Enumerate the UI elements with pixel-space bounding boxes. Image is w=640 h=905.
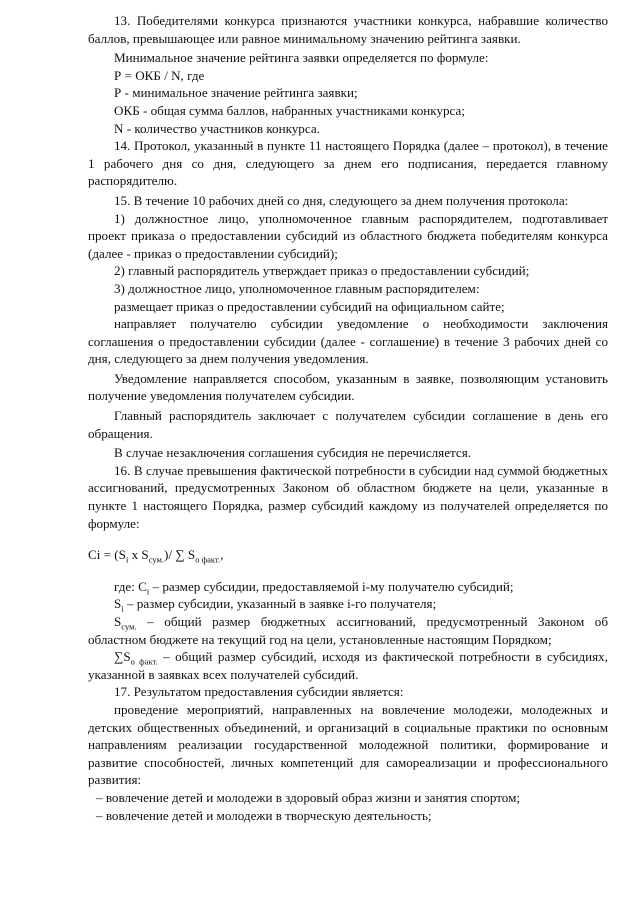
- paragraph-15-notify: направляет получателю субсидии уведомление о необходимости заключения соглашения о предоставлении субсидии (далее - соглашение) в течение 3 рабочих дней со дня, следующего за днем получения уведомления.: [88, 316, 608, 367]
- paragraph-14: 14. Протокол, указанный в пункте 11 настоящего Порядка (далее – протокол), в течение 1 рабочего дня со дня, следующего за днем его подписания, передается главному распорядителю.: [88, 138, 608, 189]
- subsidy-formula: $Ci = (S_i$ x $S_{сум.})/$ ∑ $S_{о факт.}$,: [88, 547, 224, 565]
- paragraph-15-no-agreement: В случае незаключения соглашения субсидия не перечисляется.: [114, 445, 472, 461]
- paragraph-16: 16. В случае превышения фактической потребности в субсидии над суммой бюджетных ассигнований, предусмотренных Законом об областном бюджете на цели, указанные в пункте 1 настоящего Порядка, размер субсидий каждому из получателей определяется по формуле:: [88, 462, 608, 531]
- paragraph-15-item-2: 2) главный распорядитель утверждает приказ о предоставлении субсидий;: [114, 263, 530, 279]
- paragraph-13-def-p: Р - минимальное значение рейтинга заявки;: [114, 85, 358, 101]
- paragraph-17-body: проведение мероприятий, направленных на вовлечение молодежи, молодежных и детских общественных объединений, и организаций в социальные практики по основным направлениям реализации государственной молодежной политики, формирование и развитие способностей, личных компетенций для самореализации и профессионального развития:: [88, 701, 608, 788]
- paragraph-15-item-1: 1) должностное лицо, уполномоченное главным распорядителем, подготавливает проект приказа о предоставлении субсидий из областного бюджета победителям конкурса (далее - приказ о предоставлении субсидий);: [88, 210, 608, 261]
- paragraph-15-item-3: 3) должностное лицо, уполномоченное главным распорядителем:: [114, 280, 480, 296]
- definition-si: $S_i$ – размер субсидии, указанный в заявке i-го получателя;: [114, 596, 437, 615]
- paragraph-15: 15. В течение 10 рабочих дней со дня, следующего за днем получения протокола:: [114, 192, 569, 208]
- paragraph-17-item-2: – вовлечение детей и молодежи в творческую деятельность;: [96, 807, 432, 823]
- paragraph-13: 13. Победителями конкурса признаются участники конкурса, набравшие количество баллов, превышающее или равное минимальному значению рейтинга заявки.: [88, 13, 608, 46]
- definition-ssum: $S_{сум.}$ – общий размер бюджетных ассигнований, предусмотренный Законом об областном бюджете на текущий год на цели, установленные настоящим Порядком;: [88, 614, 608, 647]
- definition-ci: где: $C_i$ – размер субсидии, предоставляемой i-му получателю субсидий;: [114, 578, 514, 597]
- paragraph-13-def-n: N - количество участников конкурса.: [114, 120, 320, 136]
- paragraph-17-item-1: – вовлечение детей и молодежи в здоровый образ жизни и занятия спортом;: [96, 789, 521, 805]
- paragraph-17: 17. Результатом предоставления субсидии является:: [114, 684, 404, 700]
- paragraph-13-def-okb: ОКБ - общая сумма баллов, набранных участниками конкурса;: [114, 102, 465, 118]
- paragraph-15-method: Уведомление направляется способом, указанным в заявке, позволяющим установить получение уведомления получателем субсидии.: [88, 370, 608, 404]
- paragraph-13-formula-intro: Минимальное значение рейтинга заявки определяется по формуле:: [114, 50, 489, 66]
- document-page: [88, 12, 608, 824]
- paragraph-15-publish: размещает приказ о предоставлении субсидий на официальном сайте;: [114, 298, 505, 314]
- definition-sum-so: $\sum S_{о факт.}$ – общий размер субсидий, исходя из фактической потребности в субсидиях, указанной в заявках всех получателей субсидий.: [88, 649, 609, 682]
- paragraph-13-formula: Р = ОКБ / N, где: [114, 67, 205, 83]
- paragraph-15-agreement: Главный распорядитель заключает с получателем субсидии соглашение в день его обращения.: [88, 408, 608, 441]
